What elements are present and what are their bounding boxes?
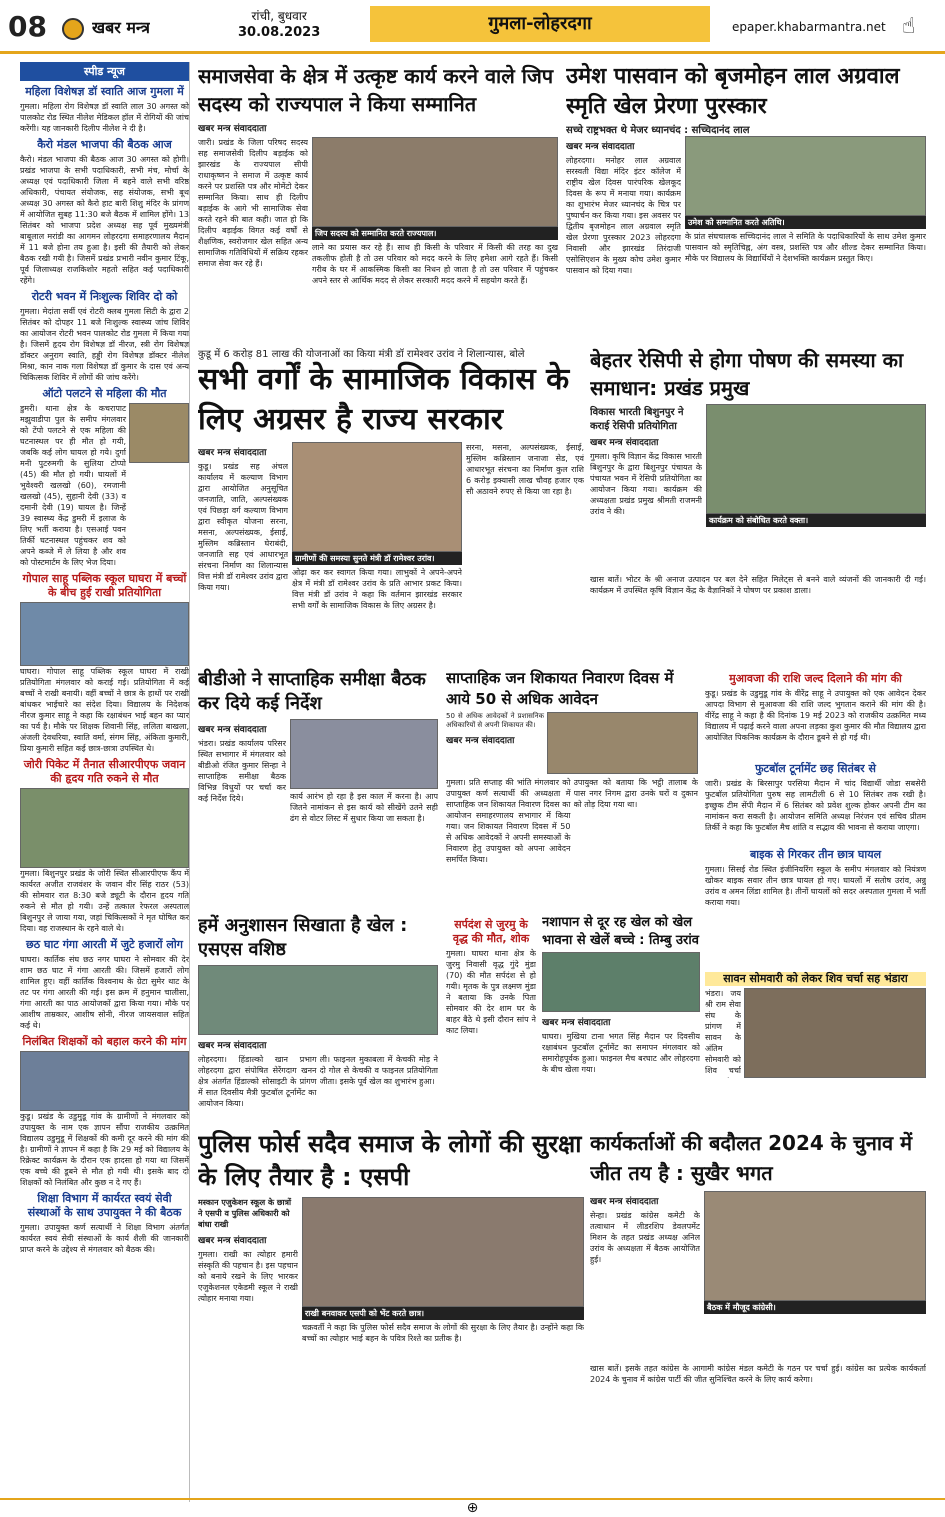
article-headline: हमें अनुशासन सिखाता है खेल : एसएस वशिष्ठ xyxy=(198,915,408,960)
brief-body: डुमरी। थाना क्षेत्र के कचरापाट मझुवाडीपा पुल के समीप मंगलवार को टेंपो पलटने से एक महिला की घटनास्थल पर ही मौत हो गयी, जबकि कई लोग घायल हो गये। दुर्गा मनी पुटरुमगी के सुलिया टोप्पो (45) की मौत हो गयी। घायलों में भुवेश्वरी खलखो (60), रमजानी खलखो (45), सुहानी देवी (33) व दमानी देवी (19) घायल है। जिन्हें 39 स्वास्थ्य केंद्र डुमरी में इलाज के लिए भर्ती कराया है। एसआई पवन तिर्की घटनास्थल पहुंचकर शव को अपने कब्जे में ले लिया है और शव को पोस्टमार्टम के लिए भेज दिया। xyxy=(20,404,126,567)
award-photo xyxy=(685,136,926,216)
crpf-photo xyxy=(20,788,189,868)
governor-photo xyxy=(312,137,558,227)
villagers-photo xyxy=(20,1051,189,1111)
article-headline: साप्ताहिक जन शिकायत निवारण दिवस में आये 50 से अधिक आवेदन xyxy=(446,669,674,708)
brief-headline: सावन सोमवारी को लेकर शिव चर्चा सह भंडारा xyxy=(705,972,926,986)
speed-news-banner: स्पीड न्यूज xyxy=(20,62,189,81)
article-congress-2024 xyxy=(590,1128,926,1496)
article-headline: बेहतर रेसिपी से होगा पोषण की समस्या का समाधान: प्रखंड प्रमुख xyxy=(590,348,904,400)
brief-body: कैरो। मंडल भाजपा की बैठक आज 30 अगस्त को होगी। प्रखंड भाजपा के सभी पदाधिकारी, सभी मंच, मोर्चा के अध्यक्ष एवं पदाधिकारी जिला में बहने वाले सभी वरिष्ठ अधिकारी, पंचायत संयोजक, सह संयोजक, सभी बूथ अध्यक्ष 30 अगस्त को कैरो हाट बारी शिशु मंदिर के प्रांगण में आयोजित सुबह 11:30 बजे बैठक में शामिल होंगे। 13 सितंबर को भाजपा प्रदेश अध्यक्ष सह पूर्व मुख्यमंत्री बाबूलाल मरांडी का आगमन लोहरदगा समाहरणालय मैदान में 11 बजे होना तय हुआ है। इसी की तैयारी को लेकर बैठक रखी गयी है। जिसमें प्रखंड प्रभारी नवीन कुमार टिंकू, पूर्व जिलाध्यक्ष राजकिशोर महतो सहित कई पदाधिकारी रहेंगे। xyxy=(20,155,189,285)
article-byline: खबर मन्त्र संवाददाता xyxy=(198,448,267,458)
epaper-link[interactable]: epaper.khabarmantra.net xyxy=(732,20,886,34)
article-headline: बीडीओ ने साप्ताहिक समीक्षा बैठक कर दिये कई निर्देश xyxy=(198,669,426,714)
brief-headline: निलंबित शिक्षकों को बहाल करने की मांग xyxy=(20,1035,189,1049)
brief-headline: कैरो मंडल भाजपा की बैठक आज xyxy=(20,138,189,152)
football-photo xyxy=(198,965,438,1035)
cursor-icon: ☝ xyxy=(902,14,916,39)
article-headline: नशापान से दूर रह खेल को खेल भावना से खेलें बच्चे : तिम्बु उरांव xyxy=(542,915,699,948)
brief-headline: बाइक से गिरकर तीन छात्र घायल xyxy=(705,848,926,862)
article-police-sp xyxy=(198,1128,584,1496)
article-body: जारी। प्रखंड के जिला परिषद सदस्य सह समाजसेवी दिलीप बड़ाईक को झारखंड के राज्यपाल सीपी राधाकृष्णन ने समाज में उत्कृष्ट कार्य करने पर प्रशस्ति पत्र और मोमेंटो देकर सम्मानित किया। साथ ही दिलीप बड़ाईक के आगे भी सामाजिक सेवा करते रहने की बात कही। जात हो कि दिलीप बड़ाईक विगत कई वर्षों से शैक्षणिक, स्वरोजगार खेल सहित अन्य सामाजिक गतिविधियों में सक्रिय रहकर समाज सेवा कर रहे हैं। xyxy=(198,138,308,268)
article-headline: उमेश पासवान को बृजमोहन लाल अग्रवाल स्मृति खेल प्रेरणा पुरस्कार xyxy=(566,64,900,119)
article-savan-bhandara xyxy=(705,968,926,1118)
section-title: गुमला-लोहरदगा xyxy=(370,6,710,42)
masthead xyxy=(0,0,945,54)
article-body: चक्रवर्ती ने कहा कि पुलिस फोर्स सदैव समाज के लोगों की सुरक्षा के लिए तैयार है। उन्होंने कहा कि बच्चों का त्योहार भाई बहन के पवित्र रिश्ते का प्रतीक है। xyxy=(302,1323,584,1343)
article-byline: खबर मन्त्र संवाददाता xyxy=(198,1041,267,1051)
rakhi-photo xyxy=(20,602,189,666)
team-photo xyxy=(542,952,700,1012)
article-body: सेन्हा। प्रखंड कांग्रेस कमेटी के तत्वाधान में लीडरशिप डेवलपमेंट मिशन के तहत प्रखंड अध्यक्ष अनिल उरांव के अध्यक्षता में बैठक आयोजित हुई। xyxy=(590,1211,700,1264)
dateline xyxy=(238,8,320,41)
recipe-photo xyxy=(706,404,926,514)
article-byline: खबर मन्त्र संवाददाता xyxy=(590,1197,659,1207)
brief-headline: शिक्षा विभाग में कार्यरत स्वयं सेवी संस्थाओं के साथ उपायुक्त ने की बैठक xyxy=(20,1192,189,1220)
article-body: गुमला। कृषि विज्ञान केंद्र विकास भारती बिशुनपुर के द्वारा बिशुनपुर पंचायत के पंचायत भवन में रेसिपी प्रतियोगिता का आयोजन किया गया। कार्यक्रम की अध्यक्षता प्रखंड प्रमुख श्रीमती राजमनी उरांव ने की। xyxy=(590,452,702,516)
article-kicker: सच्चे राष्ट्रभक्त थे मेजर ध्यानचंद : सच्चिदानंद लाल xyxy=(566,125,750,136)
article-body: लाने का प्रयास कर रहे हैं। साथ ही किसी के परिवार में किसी की तरह का दुख तकलीफ होती है तो उस परिवार को मदद करने के लिए हमेशा आगे रहते हैं। किसी गरीब के घर में आकस्मिक किसी का निधन हो जाता है तो उस परिवार में पहुंचकर अपने स्तर से आर्थिक मदद से लेकर सरकारी मदद करने में सहयोग करते हैं। xyxy=(312,243,558,285)
photo-caption: जिप सदस्य को सम्मानित करते राज्यपाल। xyxy=(312,227,558,240)
photo-caption: कार्यक्रम को संबोधित करते वक्ता। xyxy=(706,514,926,527)
article-body: घाघरा। मुखिया टाना भगत सिंह मैदान पर दिवसीय रक्षाबंधन फुटबॉल टूर्नामेंट का समापन मंगलवार को समारोहपूर्वक हुआ। फाइनल मैच बरघाट और लोहरदगा के बीच खेला गया। xyxy=(542,1032,700,1074)
article-body: गुमला। राखी का त्योहार हमारी संस्कृति की पहचान है। इस पहचान को बनाये रखने के लिए भारकर एजुकेशनल एकेडमी स्कूल ने राखी त्योहार मनाया गया। xyxy=(198,1250,298,1303)
article-body: लोहरदगा। मनोहर लाल अग्रवाल सरस्वती विद्या मंदिर इंटर कॉलेज में राष्ट्रीय खेल दिवस पारंपरिक खेलकूद दिवस के रूप में मनाया गया। कार्यक्रम का शुभारंभ मेजर ध्यानचंद के चित्र पर पुष्पार्चन कर किया गया। इस अवसर पर द्वितीय बृजमोहन लाल अग्रवाल स्मृति खेल प्रेरणा पुरस्कार 2023 लोहरदगा निवासी और झारखंड तिरंदाजी एसोसिएशन के मुख्य कोच उमेश कुमार पासवान को दिया गया। xyxy=(566,156,681,275)
article-byline: खबर मन्त्र संवाददाता xyxy=(566,142,635,152)
issue-date: 30.08.2023 xyxy=(238,25,321,40)
article-snakebite xyxy=(446,914,536,1124)
brief-body: घाघरा। कार्तिक संघ छठ नगर घाघरा ने सोमवार की देर शाम छठ घाट में गंगा आरती की। जिसमें हजारों लोग शामिल हुए। वहीं कार्तिक विश्वनाथ के ग्रेटा सुमेर थाट के तट पर गंगा आरती की गई। इस क्रम में हनुमान चालीसा, गंगा आरती का पाठ आयोजकों द्वारा किया गया। मौके पर आशीष ताम्रकार, आशीष सोनी, नीरज जायसवाल सहित कई थे। xyxy=(20,955,189,1030)
article-body: ओढ़ा कर कर स्वागत किया गया। लाभुकों ने अपने-अपने क्षेत्र में मंत्री डॉ रामेश्वर उरांव के प्रति आभार प्रकट किया। वित्त मंत्री डॉ उरांव ने कहा कि वर्तमान झारखंड सरकार सभी वर्गों के सामाजिक विकास के लिए अग्रसर है। xyxy=(292,568,462,610)
students-sp-photo xyxy=(302,1197,584,1307)
article-kicker: विकास भारती बिशुनपुर ने कराई रेसिपी प्रतियोगिता xyxy=(590,407,684,432)
congress-photo xyxy=(704,1191,926,1301)
brief-body: कुडू। प्रखंड के उडुमुडू गांव के ग्रामीणों ने मंगलवार को उपायुक्त के नाम एक ज्ञापन सौंपा राजकीय उत्क्रमित विद्यालय उडुमुडू में शिक्षकों की कमी दूर करने की मांग की है। ग्रामीणों ने ज्ञापन में कहा है कि 29 मई को विद्यालय के रिक्रेक्ट कार्यक्रम के दौरान एक हादसा हो गया था जिसमें एक बच्चे की डूबने से मौत हो गयी थी। इसके बाद दो शिक्षकों को निलंबित और कुछ न दे गए हैं। xyxy=(20,1112,189,1187)
article-byline: खबर मन्त्र संवाददाता xyxy=(198,1236,267,1246)
brief-body: भंडरा। जय श्री राम सेवा संघ के प्रांगण में सावन के अंतिम सोमवारी को शिव चर्चा xyxy=(705,989,741,1075)
article-byline: खबर मन्त्र संवाददाता xyxy=(542,1018,611,1028)
brief-headline: गोपाल साहू पब्लिक स्कूल घाघरा में बच्चों के बीच हुई राखी प्रतियोगिता xyxy=(20,572,189,600)
brief-body: गुमला। घाघरा थाना क्षेत्र के जुरमु निवासी वृद्ध गुंदे मुंडा (70) की मौत सर्पदंश से हो गयी। मृतक के पुत्र लक्ष्मण मुंडा ने बताया कि उनके पिता सोमवार की देर शाम घर के बाहर बैठे थे इसी दौरान सांप ने काट लिया। xyxy=(446,949,536,1035)
brief-headline: महिला विशेषज्ञ डॉ स्वाति आज गुमला में xyxy=(20,85,189,99)
article-grievance-day xyxy=(446,668,698,908)
brief-headline: जोरी पिकेट में तैनात सीआरपीएफ जवान की हृदय गति रुकने से मौत xyxy=(20,758,189,786)
brand-name: खबर मन्त्र xyxy=(92,18,150,37)
bhandara-photo xyxy=(744,988,926,1078)
article-kicker: मस्कान एजुकेशन स्कूल के छात्रों ने एसपी व पुलिस अधिकारी को बांधा राखी xyxy=(198,1198,292,1229)
article-headline: सभी वर्गों के सामाजिक विकास के लिए अग्रसर है राज्य सरकार xyxy=(198,362,570,437)
brief-headline: मुआवजा की राशि जल्द दिलाने की मांग की xyxy=(705,672,926,686)
article-bdo-review xyxy=(198,668,438,908)
brief-headline: ऑटो पलटने से महिला की मौत xyxy=(20,387,189,401)
photo-caption: उमेश को सम्मानित करते अतिथि। xyxy=(685,216,926,229)
article-headline: कार्यकर्ताओं की बदौलत 2024 के चुनाव में जीत तय है : सुखैर भगत xyxy=(590,1131,913,1185)
article-governor-honour xyxy=(198,62,558,342)
article-body: कुडू। प्रखंड सह अंचल कार्यालय में कल्याण विभाग द्वारा आयोजित अनुसूचित जनजाति, जाति, अल्पसंख्यक एवं पिछड़ा वर्ग कल्याण विभाग द्वारा स्वीकृत योजना सरना, मसना, अल्पसंख्यक, ईसाई, मुस्लिम कब्रिस्तान घेराबंदी, जनजाति सह एवं आधारभूत संरचना निर्माण का शिलान्यास वित्त मंत्री डॉ रामेश्वर उरांव द्वारा किया गया। xyxy=(198,462,288,592)
article-drug-free-sports xyxy=(542,914,700,1124)
brief-body: गुमला। उपायुक्त कर्ण सत्यार्थी ने शिक्षा विभाग अंतर्गत कार्यरत स्वयं सेवी संस्थाओं के कार्य शैली की जानकारी प्राप्त करने के उद्देश्य से मंगलवार को बैठक की। xyxy=(20,1223,189,1254)
article-kicker: कुडू में 6 करोड़ 81 लाख की योजनाओं का किया मंत्री डॉ रामेश्वर उरांव ने शिलान्यास, बोले xyxy=(198,349,525,360)
article-body: ली। फाइनल मुकाबला में केचकी मोड़ ने दो गोल से केचकी व फाइनल प्रतियोगिता जीता। इसके पूर्व खेल का शुभारंभ हुआ। xyxy=(319,1055,438,1086)
photo-caption: 50 से अधिक आवेदकों ने प्रशासनिक अधिकारियों से अपनी शिकायत की। xyxy=(446,712,544,729)
grievance-photo xyxy=(547,712,698,774)
article-sports-discipline xyxy=(198,914,438,1124)
article-body: खास बातें। इसके तहत कांग्रेस के आगामी कांग्रेस मंडल कमेटी के गठन पर चर्चा हुई। कांग्रेस का प्रत्येक कार्यकर्ता 2024 के चुनाव में कांग्रेस पार्टी की जीत सुनिश्चित करने के लिए कार्य करेगा। xyxy=(590,1364,926,1384)
brief-body: कुडू। प्रखंड के उडुमुडू गांव के वीरेंद्र साहू ने उपायुक्त को एक आवेदन देकर आपदा विभाग से मुआवजा की राशि जल्द भुगतान कराने की मांग की है। वीरेंद्र साहू ने कहा है की दिनांक 19 मई 2023 को राजकीय उत्क्रमित मध्य विद्यालय में पढ़ाई करने वाला अपना लड़का कुश कुमार की मौत विद्यालय द्वारा आयोजित पिकनिक कार्यक्रम के दौरान डूबने से हो गई थी। xyxy=(705,689,926,742)
article-body: कार्य आरंभ हो रहा है इस काल में करना है। आप जितने नामांकन से इस कार्य को सीखेंगे उतने सही ढंग से वोटर लिस्ट में सुधार किया जा सकता है। xyxy=(290,792,438,823)
article-umesh-award xyxy=(566,62,926,342)
left-column xyxy=(20,62,190,1502)
article-recipe-nutrition xyxy=(590,346,926,662)
brief-headline: रोटरी भवन में निःशुल्क शिविर दो को xyxy=(20,290,189,304)
brief-body: गुमला। सिसई रोड स्थित इंजीनियरिंग स्कूल के समीप मंगलवार को नियंत्रण खोकर बाइक सवार तीन छात्र घायल हो गए। घायलों में सतोष उरांव, अन्नु उरांव व अमन लिंडा शामिल है। तीनों घायलों को सदर अस्पताल गुमला में भर्ती कराया गया। xyxy=(705,865,926,907)
article-body: खास बातें। भोटर के श्री अनाज उत्पादन पर बल देने सहित मिलेट्स से बनने वाले व्यंजनों की जानकारी दी गई। कार्यक्रम में उपस्थित कृषि विज्ञान केंद्र के वैज्ञानिकों ने पोषण पर प्रकाश डाला। xyxy=(590,575,926,595)
article-body: के प्रांत संघचालक सच्चिदानंद लाल ने समिति के पदाधिकारियों के साथ उमेश कुमार पासवान को स्मृतिचिह्न, अंग वस्त्र, प्रशस्ति पत्र और शील्ड देकर सम्मानित किया। मौके पर विद्यालय के विद्यार्थियों ने देशभक्ति कार्यक्रम प्रस्तुत किए। xyxy=(685,232,926,263)
brief-body: जारी। प्रखंड के बिरसापुर परसिया मैदान में चांद विद्यार्थी जोडा सबसेरी फुटबॉल प्रतियोगिता पुरुष सह लामटीली 6 से 10 सितंबर तक रखी है। इच्छुक टीम सेंपी मैदान में 6 सितंबर को प्रवेश शुल्क होकर अपनी टीम का नामांकन करा सकती है। आयोजन समिति अध्यक्ष निरंजन एवं सचिव प्रीतम तिर्की ने कहा कि फुटबॉल मैच शांति व सद्भाव की भावना से कराया जाएगा। xyxy=(705,779,926,832)
minister-photo xyxy=(292,442,462,552)
article-byline: खबर मन्त्र संवाददाता xyxy=(198,725,267,735)
article-byline: खबर मन्त्र संवाददाता xyxy=(446,736,515,746)
article-body: उपायुक्त को बताया कि भट्ठी तालाब के पास नगर निगम द्वारा उनके घरों व दुकान को तोड़ दिया गया था। xyxy=(573,778,698,809)
footer-registration-mark-icon: ⊕ xyxy=(0,1498,945,1517)
article-body: सरना, मसना, अल्पसंख्यक, ईसाई, मुस्लिम कब्रिस्तान जनाजा सेड, एवं आधारभूत संरचना का निर्माण कुल राशि 6 करोड़ इक्यासी लाख चौवह हजार एक सौ अठावने रुपए से किया जा रहा है। xyxy=(466,443,584,496)
article-headline: पुलिस फोर्स सदैव समाज के लोगों की सुरक्षा के लिए तैयार है : एसपी xyxy=(198,1130,582,1191)
article-body: गुमला। प्रति सप्ताह की भांति मंगलवार को उपायुक्त कर्ण सत्यार्थी की अध्यक्षता में साप्ताहिक जन शिकायत निवारण दिवस का आयोजन समाहरणालय सभागार में किया गया। जन शिकायत निवारण दिवस में 50 से अधिक आवेदकों ने अपनी समस्याओं के निवारण हेतु उपायुक्त को अपना आवेदन समर्पित किया। xyxy=(446,778,571,864)
article-body: लोहरदगा। हिंडाल्को खान प्रभाग लोहरदगा द्वारा संपोषित सेरेंगदाग खनन क्षेत्र अंतर्गत हिंडाल्को सोसाइटी के प्रांगण में सात दिवसीय मैत्री फुटबॉल टूर्नामेंट का आयोजन किया। xyxy=(198,1055,317,1108)
meeting-photo xyxy=(290,719,438,789)
article-byline: खबर मन्त्र संवाददाता xyxy=(590,438,659,448)
brand-logo-icon xyxy=(62,18,84,40)
photo-caption: ग्रामीणों की समस्या सुनते मंत्री डॉ रामेश्वर उरांव। xyxy=(292,552,462,565)
article-body: भंडरा। प्रखंड कार्यालय परिसर स्थित सभागार में मंगलवार को बीडीओ रंजित कुमार सिन्हा ने साप्ताहिक समीक्षा बैठक विभिन्न विधुयों पर चर्चा कर कई निर्देश दिये। xyxy=(198,739,286,803)
right-briefs xyxy=(705,668,926,968)
brief-body: गुमला। महिला रोग विशेषज्ञ डॉ स्वाति लाल 30 अगस्त को पालकोट रोड स्थित नीलेश मेडिकल हॉल में रोगियों की जांच करेंगी। यह जानकारी दिलीप नीलेश ने दी है। xyxy=(20,102,189,133)
accident-photo xyxy=(129,403,189,463)
article-headline: समाजसेवा के क्षेत्र में उत्कृष्ट कार्य करने वाले जिप सदस्य को राज्यपाल ने किया सम्मानित xyxy=(198,64,554,116)
brief-headline: छठ घाट गंगा आरती में जुटे हजारों लोग xyxy=(20,938,189,952)
photo-caption: बैठक में मौजूद कांग्रेसी। xyxy=(704,1301,926,1314)
article-byline: खबर मन्त्र संवाददाता xyxy=(198,124,267,134)
page-number: 08 xyxy=(8,10,47,43)
brief-headline: सर्पदंश से जुरमु के वृद्ध की मौत, शोक xyxy=(446,918,536,946)
article-minister-development xyxy=(198,346,584,662)
brief-body: घाघरा। गोपाल साहू पब्लिक स्कूल घाघरा में राखी प्रतियोगिता मंगलवार को कराई गई। प्रतियोगिता में कई बच्चों ने राखी बनायी। वहीं बच्चों ने छात्र के हाथों पर राखी बांधकर भाईचारे का संदेश दिया। विद्यालय के निदेशक नीरज कुमार साहू ने कहा कि रक्षाबंधन भाई बहन का प्यार का पर्व है। मौके पर शिक्षक शिवानी सिंह, ललिता बाखला, अंजली देवधरिया, स्वाति वर्मा, संगम सिंह, अंकिता कुमारी, प्रिया कुमारी सहित कई छात्र-छात्रा उपस्थित थे। xyxy=(20,667,189,753)
photo-caption: राखी बनवाकर एसपी को भेंट करते छात्र। xyxy=(302,1307,584,1320)
brief-body: गुमला। मेदांता सर्वी एवं रोटरी क्लब गुमला सिटी के द्वारा 2 सितंबर को दोपहर 11 बजे निःशुल्क स्वास्थ्य जांच शिविर का आयोजन रोटरी भवन पालकोट रोड गुमला में किया गया है। जिसमें हृदय रोग विशेषज्ञ डॉ नीरज, स्त्री रोग विशेषज्ञ डॉक्टर अनुराग स्वाति, हड्डी रोग विशेषज्ञ डॉक्टर नीलेश मिश्रा, कान नाक गला विशेषज्ञ डॉ कुमार के दास एवं अन्य चिकित्सक शिविर में लोगों की जांच करेंगे। xyxy=(20,307,189,382)
brief-headline: फुटबॉल टूर्नामेंट छह सितंबर से xyxy=(705,762,926,776)
city-day: रांची, बुधवार xyxy=(251,9,307,23)
brief-body: गुमला। बिशुनपुर प्रखंड के जोरी स्थित सीआरपीएफ कैंप में कार्यरत अजीत राजवंशर के जवान वीर सिंह राठर (53) की सोमवार रात 8:30 बजे ड्यूटी के दौरान हृदय गति रुकने से मौत हो गयी। उन्हें तत्काल रेफरल अस्पताल बिशुनपुर ले जाया गया, जहां चिकित्सकों ने मृत घोषित कर दिया। वह राजस्थान के रहने वाले थे। xyxy=(20,869,189,933)
